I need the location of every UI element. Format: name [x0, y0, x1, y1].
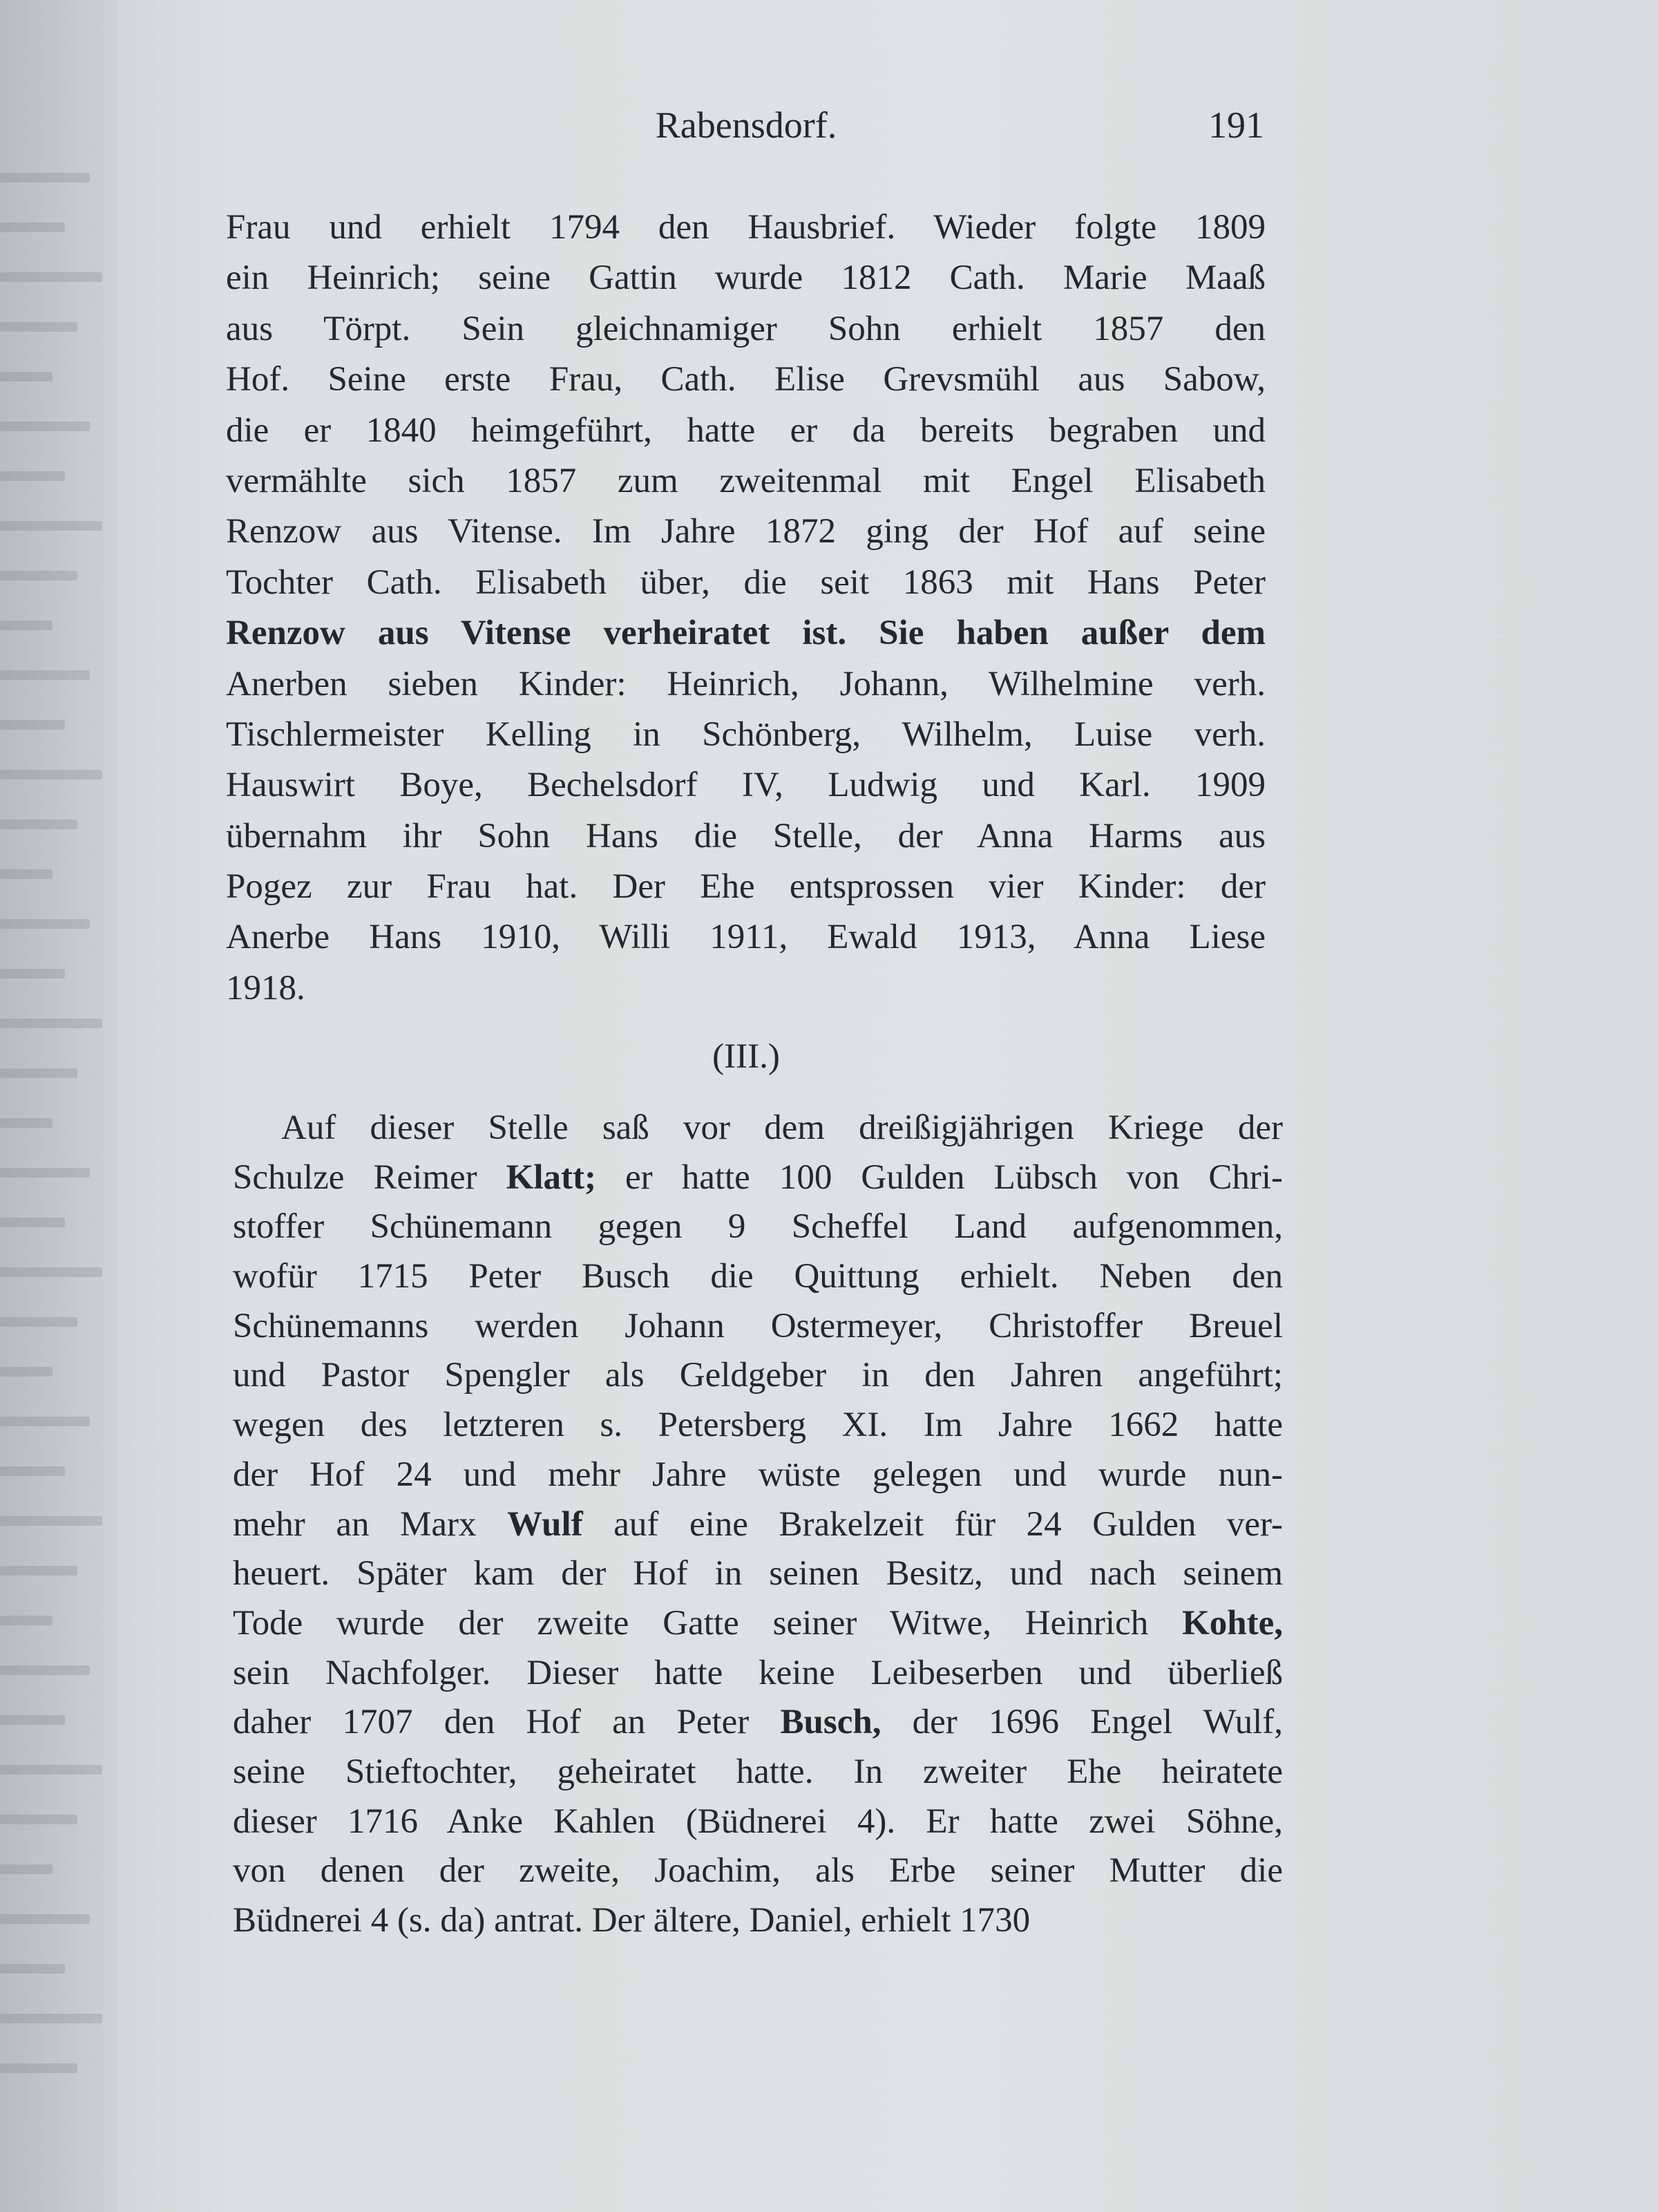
- text-segment: mehr an Marx: [233, 1504, 508, 1544]
- text-segment: Schulze Reimer: [233, 1157, 506, 1197]
- ghost-text-line: [0, 1914, 90, 1924]
- bold-name: Busch,: [780, 1703, 882, 1742]
- ghost-text-line: [0, 1367, 53, 1377]
- text-segment: Tode wurde der zweite Gatte seiner Witwe, Heinrich: [233, 1603, 1183, 1643]
- text-line: [233, 1153, 1283, 1203]
- ghost-text-line: [0, 1765, 102, 1775]
- text-segment: daher 1707 den Hof an Peter: [233, 1703, 781, 1742]
- text-line: vermählte sich 1857 zum zweitenmal mit Engel Elisabeth: [226, 461, 1266, 500]
- ghost-text-line: [0, 322, 77, 332]
- text-line: seine Stieftochter, geheiratet hatte. In zweiter Ehe heiratete: [233, 1752, 1283, 1791]
- ghost-text-line: [0, 422, 90, 431]
- ghost-text-line: [0, 969, 65, 979]
- page-number: 191: [1208, 104, 1264, 146]
- page-header: [228, 104, 1264, 152]
- text-line: stoffer Schünemann gegen 9 Scheffel Land aufgenommen,: [233, 1207, 1283, 1247]
- ghost-text-line: [0, 820, 77, 829]
- text-segment: auf eine Brakelzeit für 24 Gulden ver-: [582, 1504, 1283, 1544]
- ghost-text-line: [0, 2014, 102, 2023]
- ghost-text-line: [0, 173, 90, 182]
- text-line: wegen des letzteren s. Petersberg XI. Im Jahre 1662 hatte: [233, 1406, 1283, 1445]
- text-line: Tischlermeister Kelling in Schönberg, Wilhelm, Luise verh.: [226, 715, 1266, 754]
- text-line: Anerben sieben Kinder: Heinrich, Johann, Wilhelmine verh.: [226, 664, 1266, 703]
- ghost-text-line: [0, 621, 53, 630]
- text-line: der Hof 24 und mehr Jahre wüste gelegen und wurde nun-: [233, 1455, 1283, 1494]
- ghost-text-line: [0, 919, 90, 929]
- running-title: Rabensdorf.: [655, 104, 837, 146]
- text-segment: er hatte 100 Gulden Lübsch von Chri-: [595, 1157, 1284, 1197]
- section-heading: (III.): [712, 1037, 780, 1076]
- ghost-text-line: [0, 471, 65, 481]
- ghost-text-line: [0, 1516, 102, 1526]
- text-line: von denen der zweite, Joachim, als Erbe seiner Mutter die: [233, 1851, 1283, 1891]
- ghost-text-line: [0, 571, 77, 580]
- ghost-text-line: [0, 1864, 53, 1874]
- ghost-text-line: [0, 272, 102, 282]
- adjacent-page-edge: [0, 0, 117, 2212]
- bold-name: Wulf: [507, 1504, 583, 1544]
- text-line: Schünemanns werden Johann Ostermeyer, Christoffer Breuel: [233, 1306, 1283, 1345]
- text-line: ein Heinrich; seine Gattin wurde 1812 Cath. Marie Maaß: [226, 258, 1266, 298]
- text-line: [226, 608, 1266, 659]
- text-line: Anerbe Hans 1910, Willi 1911, Ewald 1913, Anna Liese: [226, 918, 1266, 957]
- text-line: und Pastor Spengler als Geldgeber in den Jahren angeführt;: [233, 1356, 1283, 1395]
- text-line: heuert. Später kam der Hof in seinen Besitz, und nach seinem: [233, 1554, 1283, 1594]
- ghost-text-line: [0, 1019, 102, 1028]
- ghost-text-line: [0, 2063, 77, 2073]
- ghost-text-line: [0, 1068, 77, 1078]
- text-line: Pogez zur Frau hat. Der Ehe entsprossen vier Kinder: der: [226, 867, 1266, 907]
- text-line: aus Törpt. Sein gleichnamiger Sohn erhielt 1857 den: [226, 309, 1266, 348]
- ghost-text-line: [0, 1118, 53, 1128]
- ghost-text-line: [0, 1815, 77, 1824]
- ghost-text-line: [0, 1665, 90, 1675]
- ghost-text-line: [0, 1267, 102, 1277]
- ghost-text-line: [0, 1466, 65, 1476]
- ghost-text-line: [0, 1566, 77, 1576]
- ghost-text-line: [0, 223, 65, 232]
- text-line: Auf dieser Stelle saß vor dem dreißigjährigen Kriege der: [281, 1108, 1283, 1147]
- text-line: Frau und erhielt 1794 den Hausbrief. Wieder folgte 1809: [226, 208, 1266, 247]
- text-line: wofür 1715 Peter Busch die Quittung erhielt. Neben den: [233, 1257, 1283, 1296]
- ghost-text-line: [0, 1715, 65, 1725]
- text-line: Büdnerei 4 (s. da) antrat. Der ältere, Daniel, erhielt 1730: [233, 1901, 1031, 1940]
- text-line: Renzow aus Vitense. Im Jahre 1872 ging der Hof auf seine: [226, 512, 1266, 551]
- text-line: Tochter Cath. Elisabeth über, die seit 1863 mit Hans Peter: [226, 563, 1266, 602]
- text-line: [233, 1698, 1283, 1748]
- ghost-text-line: [0, 372, 53, 381]
- ghost-text-line: [0, 1218, 65, 1227]
- text-line: dieser 1716 Anke Kahlen (Büdnerei 4). Er hatte zwei Söhne,: [233, 1802, 1283, 1841]
- ghost-text-line: [0, 1417, 90, 1426]
- bold-name: Kohte,: [1182, 1603, 1283, 1643]
- text-line: [233, 1500, 1283, 1550]
- text-line: die er 1840 heimgeführt, hatte er da bereits begraben und: [226, 410, 1266, 450]
- text-line: übernahm ihr Sohn Hans die Stelle, der Anna Harms aus: [226, 816, 1266, 856]
- ghost-text-line: [0, 670, 90, 680]
- ghost-text-line: [0, 720, 65, 730]
- text-line: Hauswirt Boye, Bechelsdorf IV, Ludwig und Karl. 1909: [226, 766, 1266, 805]
- bold-name: aus Vitense verheiratet ist. Sie haben außer dem: [345, 614, 1266, 653]
- ghost-text-line: [0, 521, 102, 531]
- paragraph-2: [233, 1104, 1283, 1946]
- text-line: Hof. Seine erste Frau, Cath. Elise Grevsmühl aus Sabow,: [226, 360, 1266, 399]
- paragraph-1: [226, 202, 1266, 1014]
- ghost-text-line: [0, 1168, 90, 1178]
- text-line: [233, 1599, 1283, 1649]
- ghost-text-line: [0, 770, 102, 779]
- ghost-text-line: [0, 1616, 53, 1625]
- ghost-text-line: [0, 869, 53, 879]
- bold-name: Renzow: [226, 614, 345, 653]
- bold-name: Klatt;: [506, 1157, 596, 1197]
- text-line: 1918.: [226, 968, 305, 1008]
- ghost-text-line: [0, 1317, 77, 1327]
- text-segment: der 1696 Engel Wulf,: [881, 1703, 1283, 1742]
- ghost-text-line: [0, 1964, 65, 1974]
- text-line: sein Nachfolger. Dieser hatte keine Leibeserben und überließ: [233, 1653, 1283, 1692]
